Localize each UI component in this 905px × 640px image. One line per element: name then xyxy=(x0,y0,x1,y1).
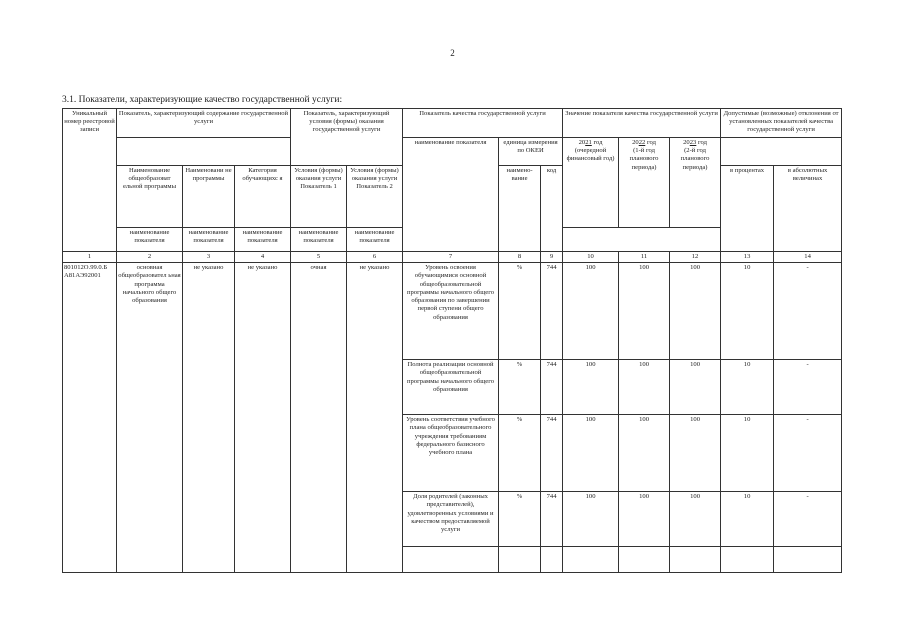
column-number: 2 xyxy=(117,252,183,263)
row-unit: % xyxy=(499,415,541,492)
header-programs: Наименовани не программы xyxy=(183,166,235,228)
header-content-group: Показатель, характеризующий содержание государственной услуги xyxy=(117,109,291,138)
caption-programs: наименование показателя xyxy=(183,228,235,252)
header-deviation-group: Допустимые (возможные) отклонения от установленных показателей качества государственной услуги xyxy=(721,109,842,138)
row-percent: 10 xyxy=(721,360,774,415)
record-condition-2: не указано xyxy=(347,263,403,573)
record-program-type: основная общеобразовател ьная программа начального общего образования xyxy=(117,263,183,573)
column-number: 12 xyxy=(670,252,721,263)
caption-category: наименование показателя xyxy=(235,228,291,252)
column-number: 7 xyxy=(403,252,499,263)
caption-condition-1: наименование показателя xyxy=(291,228,347,252)
row-year2: 100 xyxy=(619,360,670,415)
header-unique-number: Уникальный номер реестровой записи xyxy=(63,109,117,252)
empty-cell xyxy=(721,547,774,573)
header-condition-2: Условия (формы) оказания услуги Показатель 2 xyxy=(347,166,403,228)
header-in-percent: в процентах xyxy=(721,166,774,252)
empty-cell xyxy=(619,547,670,573)
row-absolute: - xyxy=(774,415,842,492)
empty-cell xyxy=(499,547,541,573)
column-number: 13 xyxy=(721,252,774,263)
caption-condition-2: наименование показателя xyxy=(347,228,403,252)
column-number-row xyxy=(63,252,842,263)
row-year2: 100 xyxy=(619,263,670,360)
column-number: 11 xyxy=(619,252,670,263)
row-code: 744 xyxy=(541,415,563,492)
header-indicator-name: наименование показателя xyxy=(403,138,499,252)
header-year1: 2021 год (очередной финансовый год) xyxy=(563,138,619,228)
row-year3: 100 xyxy=(670,415,721,492)
header-in-absolute: в абсолютных величинах xyxy=(774,166,842,252)
header-category: Категория обучающихс я xyxy=(235,166,291,228)
header-quality-group: Показатель качества государственной услуги xyxy=(403,109,563,138)
record-category: не указано xyxy=(235,263,291,573)
row-year1: 100 xyxy=(563,492,619,547)
empty-cell xyxy=(774,547,842,573)
record-unique-number: 801012О.99.0.Б А81АЭ92001 xyxy=(63,263,117,573)
row-year3: 100 xyxy=(670,263,721,360)
column-number: 10 xyxy=(563,252,619,263)
row-indicator: Уровень соответствия учебного плана общеобразовательного учреждения требованиям федерального базисного учебного плана xyxy=(403,415,499,492)
page-number: 2 xyxy=(450,48,455,58)
row-percent: 10 xyxy=(721,492,774,547)
row-year3: 100 xyxy=(670,492,721,547)
header-content-spacer xyxy=(117,138,291,166)
row-year1: 100 xyxy=(563,360,619,415)
header-program-type: Наименование общеобразоват ельной программы xyxy=(117,166,183,228)
header-year2: 2022 год (1-й год планового периода) xyxy=(619,138,670,228)
row-year2: 100 xyxy=(619,415,670,492)
row-year2: 100 xyxy=(619,492,670,547)
row-indicator: Доля родителей (законных представителей), удовлетворенных условиями и качеством предоставляемой услуги xyxy=(403,492,499,547)
header-deviation-spacer xyxy=(721,138,842,166)
row-indicator: Уровень освоения обучающимися основной общеобразовательной программы начального общего образования по завершении первой ступени общего образования xyxy=(403,263,499,360)
table-row xyxy=(63,263,842,360)
empty-cell xyxy=(541,547,563,573)
row-absolute: - xyxy=(774,263,842,360)
quality-indicators-table xyxy=(62,108,842,573)
header-unit-name: наимено-вание xyxy=(499,166,541,252)
row-absolute: - xyxy=(774,492,842,547)
empty-cell xyxy=(563,547,619,573)
record-programs: не указано xyxy=(183,263,235,573)
column-number: 6 xyxy=(347,252,403,263)
header-value-group: Значение показателя качества государственной услуги xyxy=(563,109,721,138)
row-unit: % xyxy=(499,360,541,415)
row-unit: % xyxy=(499,263,541,360)
row-year3: 100 xyxy=(670,360,721,415)
caption-program-type: наименование показателя xyxy=(117,228,183,252)
column-number: 9 xyxy=(541,252,563,263)
row-year1: 100 xyxy=(563,415,619,492)
record-condition-1: очная xyxy=(291,263,347,573)
column-number: 14 xyxy=(774,252,842,263)
row-indicator: Полнота реализации основной общеобразовательной программы начального общего образования xyxy=(403,360,499,415)
row-percent: 10 xyxy=(721,263,774,360)
column-number: 4 xyxy=(235,252,291,263)
column-number: 3 xyxy=(183,252,235,263)
column-number: 5 xyxy=(291,252,347,263)
section-title: 3.1. Показатели, характеризующие качество государственной услуги: xyxy=(62,95,343,105)
empty-cell xyxy=(403,547,499,573)
header-years-spacer xyxy=(563,228,721,252)
column-number: 8 xyxy=(499,252,541,263)
header-condition-1: Условия (формы) оказания услуги Показатель 1 xyxy=(291,166,347,228)
header-unit-group: единица измерения по ОКЕИ xyxy=(499,138,563,166)
header-unit-code: код xyxy=(541,166,563,252)
header-year3: 2023 год (2-й год планового периода) xyxy=(670,138,721,228)
row-code: 744 xyxy=(541,263,563,360)
row-absolute: - xyxy=(774,360,842,415)
row-code: 744 xyxy=(541,360,563,415)
header-conditions-group: Показатель, характеризующий условия (формы) оказания государственной услуги xyxy=(291,109,403,166)
row-year1: 100 xyxy=(563,263,619,360)
row-code: 744 xyxy=(541,492,563,547)
row-unit: % xyxy=(499,492,541,547)
row-percent: 10 xyxy=(721,415,774,492)
empty-cell xyxy=(670,547,721,573)
column-number: 1 xyxy=(63,252,117,263)
